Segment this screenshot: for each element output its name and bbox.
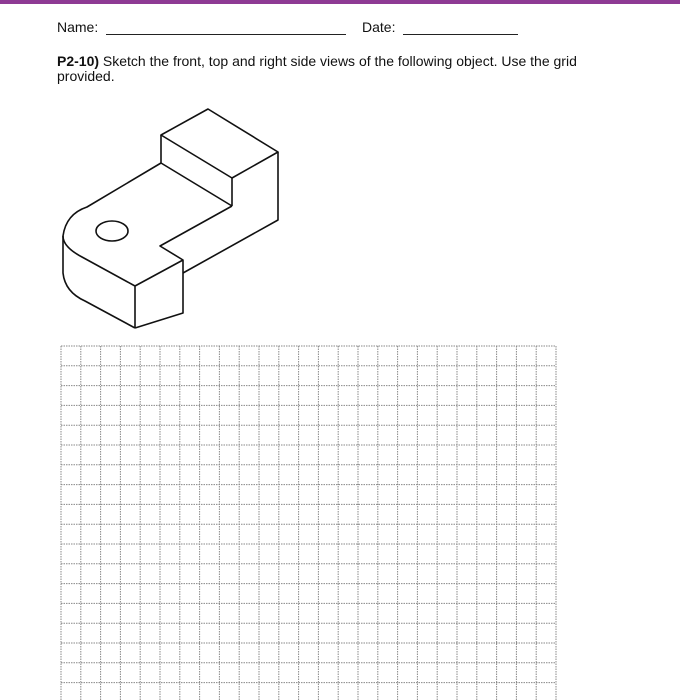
name-label: Name: xyxy=(57,19,99,35)
problem-text: Sketch the front, top and right side views of the following object. Use the grid provided. xyxy=(57,53,577,84)
problem-number: P2-10) xyxy=(57,53,100,69)
date-label: Date: xyxy=(362,19,396,35)
